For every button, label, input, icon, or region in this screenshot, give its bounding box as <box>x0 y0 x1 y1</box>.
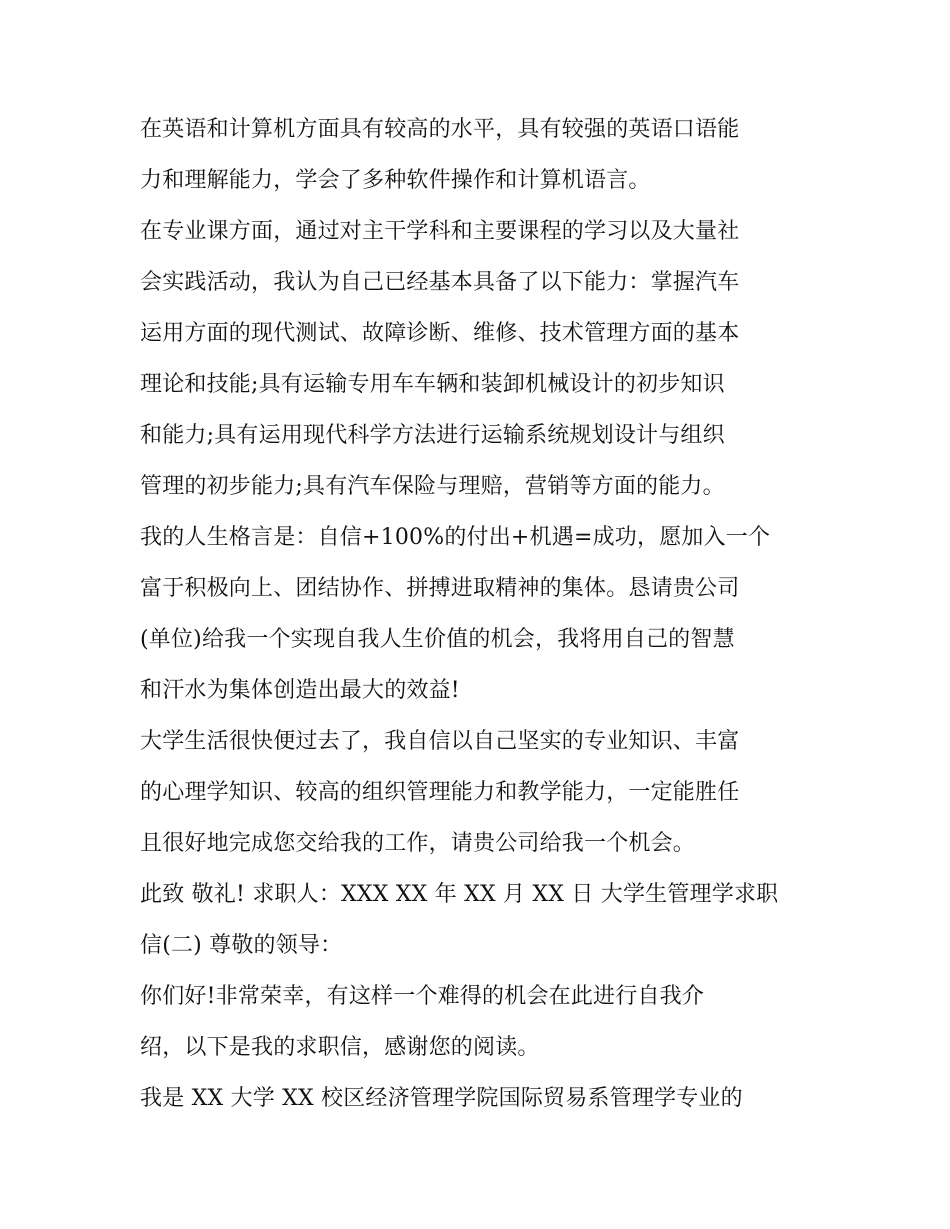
text-line: 我是 XX 大学 XX 校区经济管理学院国际贸易系管理学专业的 <box>140 1086 743 1111</box>
text-line: 在英语和计算机方面具有较高的水平，具有较强的英语口语能 <box>140 117 740 142</box>
text-line: 和汗水为集体创造出最大的效益! <box>140 678 460 703</box>
text-line: 你们好!非常荣幸，有这样一个难得的机会在此进行自我介 <box>140 984 705 1009</box>
text-line: 运用方面的现代测试、故障诊断、维修、技术管理方面的基本 <box>140 321 740 346</box>
text-line: 理论和技能;具有运输专用车车辆和装卸机械设计的初步知识 <box>140 372 725 397</box>
text-line: 在专业课方面，通过对主干学科和主要课程的学习以及大量社 <box>140 219 740 244</box>
text-line: 且很好地完成您交给我的工作，请贵公司给我一个机会。 <box>140 831 696 856</box>
text-line: 的心理学知识、较高的组织管理能力和教学能力，一定能胜任 <box>140 780 740 805</box>
text-line: 和能力;具有运用现代科学方法进行运输系统规划设计与组织 <box>140 423 725 448</box>
text-line: 力和理解能力，学会了多种软件操作和计算机语言。 <box>140 168 651 193</box>
text-line: (单位)给我一个实现自我人生价值的机会，我将用自己的智慧 <box>140 627 735 652</box>
text-line: 管理的初步能力;具有汽车保险与理赔，营销等方面的能力。 <box>140 474 725 499</box>
document-body <box>140 104 820 1124</box>
text-line: 此致 敬礼! 求职人：XXX XX 年 XX 月 XX 日 大学生管理学求职 <box>140 882 779 907</box>
text-line: 富于积极向上、团结协作、拼搏进取精神的集体。恳请贵公司 <box>140 576 740 601</box>
text-line: 绍，以下是我的求职信，感谢您的阅读。 <box>140 1035 540 1060</box>
text-line: 信(二) 尊敬的领导： <box>140 933 343 958</box>
text-line: 我的人生格言是：自信+100%的付出+机遇=成功，愿加入一个 <box>140 525 771 550</box>
text-line: 会实践活动，我认为自己已经基本具备了以下能力：掌握汽车 <box>140 270 740 295</box>
text-line: 大学生活很快便过去了，我自信以自己坚实的专业知识、丰富 <box>140 729 740 754</box>
